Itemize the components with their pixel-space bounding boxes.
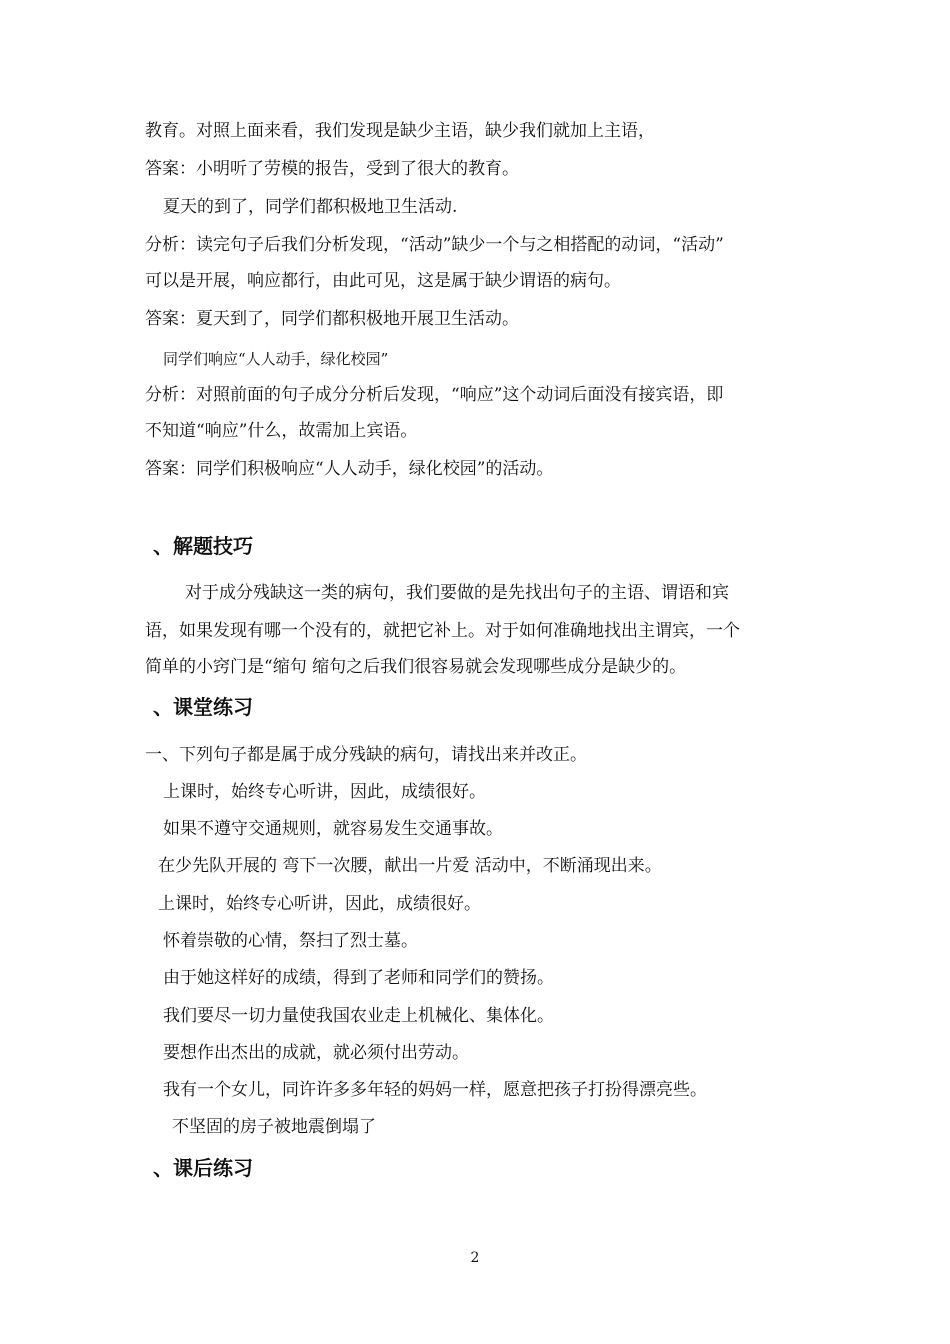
tips-line: 语，如果发现有哪一个没有的，就把它补上。对于如何准确地找出主谓宾，一个 (145, 621, 740, 641)
analysis-line: 可以是开展，响应都行，由此可见，这是属于缺少谓语的病句。 (145, 271, 621, 291)
tips-line: 简单的小窍门是“缩句 缩句之后我们很容易就会发现哪些成分是缺少的。 (145, 657, 687, 677)
page-number: 2 (470, 1250, 480, 1266)
practice-item: 如果不遵守交通规则，就容易发生交通事故。 (163, 819, 503, 839)
answer-line: 答案：小明听了劳模的报告，受到了很大的教育。 (145, 159, 519, 179)
analysis-line: 不知道“响应”什么，故需加上宾语。 (145, 421, 418, 441)
paragraph-line: 教育。对照上面来看，我们发现是缺少主语，缺少我们就加上主语， (145, 121, 655, 141)
practice-item: 在少先队开展的 弯下一次腰，献出一片爱 活动中，不断涌现出来。 (158, 856, 662, 876)
practice-item: 由于她这样好的成绩，得到了老师和同学们的赞扬。 (163, 968, 554, 988)
practice-intro: 一、下列句子都是属于成分残缺的病句，请找出来并改正。 (145, 745, 587, 765)
practice-item: 要想作出杰出的成就，就必须付出劳动。 (163, 1043, 469, 1063)
tips-line: 对于成分残缺这一类的病句，我们要做的是先找出句子的主语、谓语和宾 (185, 583, 729, 603)
section-heading-homework: 、课后练习 (153, 1156, 253, 1180)
practice-item: 不坚固的房子被地震倒塌了 (172, 1117, 376, 1137)
section-heading-tips: 、解题技巧 (153, 534, 253, 558)
answer-line: 答案：夏天到了，同学们都积极地开展卫生活动。 (145, 309, 519, 329)
answer-line: 答案：同学们积极响应“人人动手，绿化校园”的活动。 (145, 459, 554, 479)
section-heading-practice: 、课堂练习 (153, 695, 253, 719)
practice-item: 我们要尽一切力量使我国农业走上机械化、集体化。 (163, 1006, 554, 1026)
practice-item: 我有一个女儿，同许许多多年轻的妈妈一样，愿意把孩子打扮得漂亮些。 (163, 1080, 707, 1100)
example-sentence: 同学们响应“人人动手，绿化校园” (163, 350, 389, 368)
practice-item: 上课时，始终专心听讲，因此，成绩很好。 (158, 894, 481, 914)
analysis-line: 分析：读完句子后我们分析发现，“活动”缺少一个与之相搭配的动词，“活动” (145, 235, 724, 255)
example-sentence: 夏天的到了，同学们都积极地卫生活动. (163, 197, 458, 217)
practice-item: 怀着崇敬的心情，祭扫了烈士墓。 (163, 931, 418, 951)
analysis-line: 分析：对照前面的句子成分分析后发现，“响应”这个动词后面没有接宾语，即 (145, 385, 724, 405)
practice-item: 上课时，始终专心听讲，因此，成绩很好。 (163, 782, 486, 802)
